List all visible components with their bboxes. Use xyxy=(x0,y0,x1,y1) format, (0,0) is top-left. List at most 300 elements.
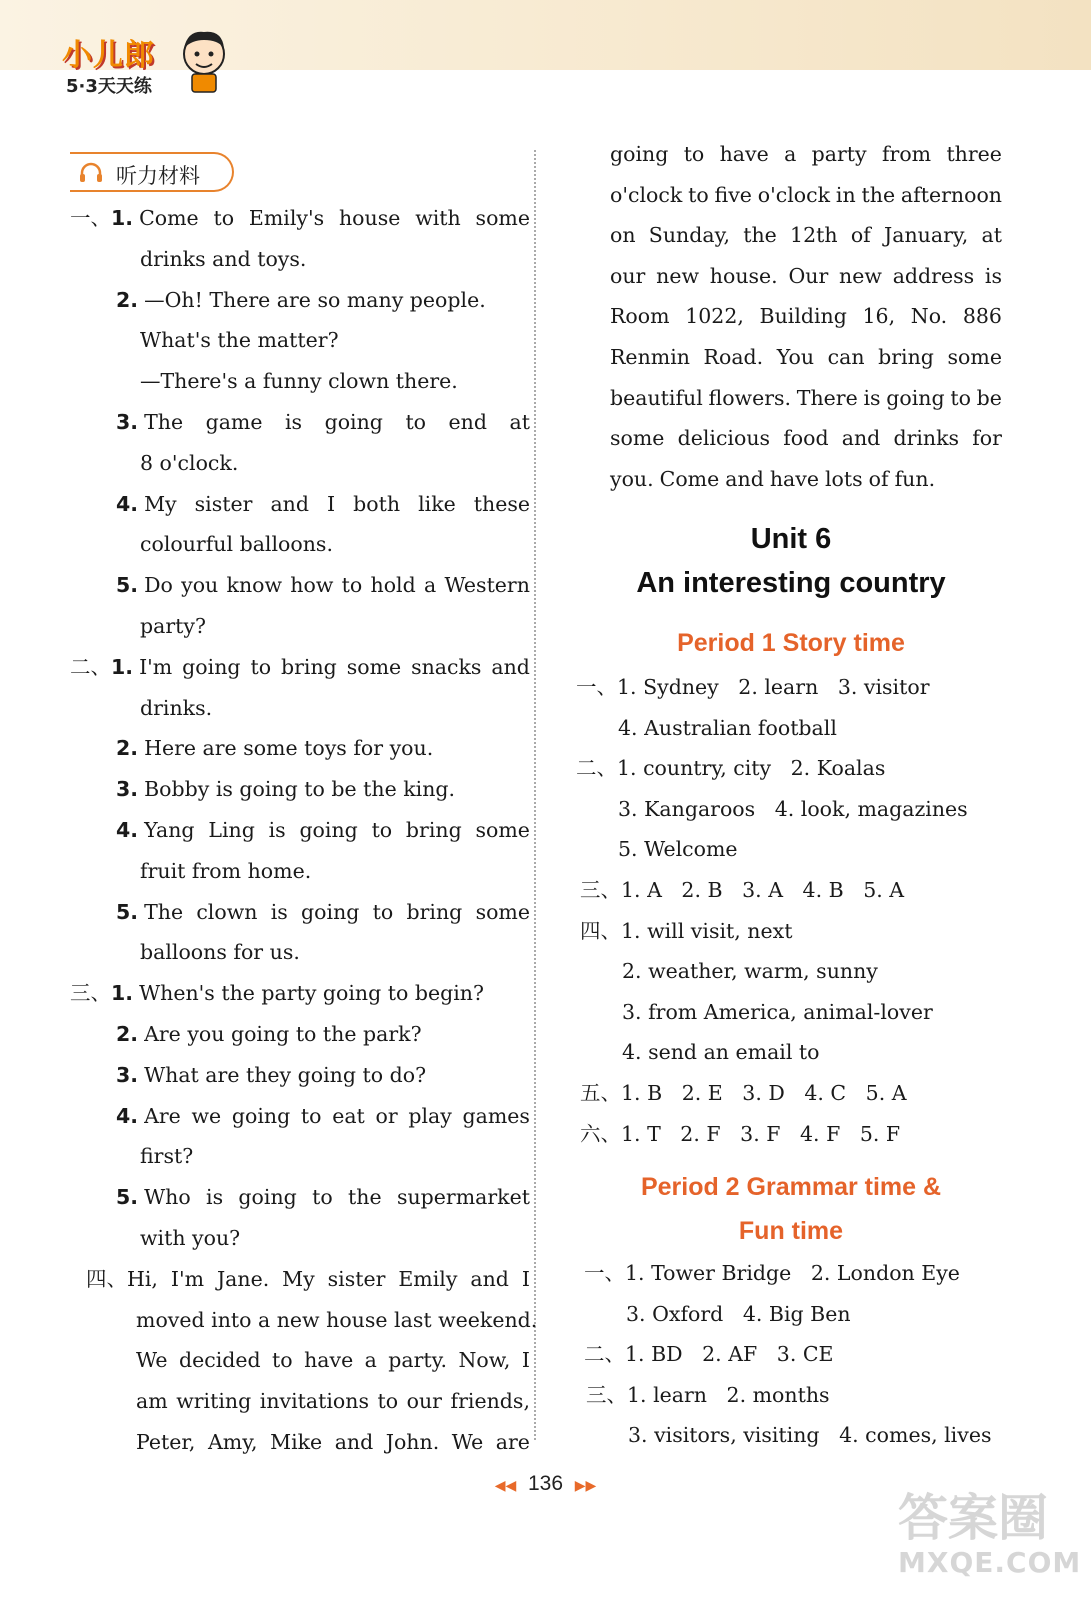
item-number: 1. xyxy=(111,981,134,1006)
word: our xyxy=(406,1389,442,1414)
line-body xyxy=(111,654,530,679)
answer-line: 5. Welcome xyxy=(618,837,738,862)
word: on xyxy=(610,223,636,248)
passage-line xyxy=(610,428,1002,449)
word: sister xyxy=(327,1266,386,1291)
word: party. xyxy=(388,1348,448,1373)
script-line xyxy=(140,330,339,351)
unit-number: Unit 6 xyxy=(750,523,832,555)
line-text: with you? xyxy=(140,1226,241,1250)
word: to xyxy=(250,654,272,679)
line-body xyxy=(116,491,530,516)
word: be xyxy=(976,385,1002,410)
passage-line xyxy=(610,225,1002,246)
word: is xyxy=(984,263,1002,288)
word: from xyxy=(881,142,932,166)
script-line xyxy=(116,899,530,924)
word: of xyxy=(850,223,871,248)
word: We xyxy=(136,1348,168,1373)
line-text xyxy=(144,899,530,924)
script-line xyxy=(140,942,300,963)
period1-title: Period 1 Story time xyxy=(677,629,905,657)
word: end xyxy=(448,410,487,434)
line-text: drinks and toys. xyxy=(140,246,307,271)
word: decided xyxy=(178,1348,261,1373)
word: we xyxy=(191,1103,222,1128)
script-line xyxy=(136,1391,530,1412)
script-line xyxy=(70,208,530,229)
line-body xyxy=(116,736,433,760)
brand-logo xyxy=(62,30,242,100)
item-number: 5. xyxy=(116,899,139,924)
passage-line xyxy=(610,466,946,491)
word: with xyxy=(415,206,461,230)
word: know xyxy=(226,573,283,598)
line-body xyxy=(116,777,455,801)
script-line xyxy=(70,983,484,1004)
script-line xyxy=(86,1266,530,1291)
line-body xyxy=(140,940,300,964)
answer-line: 二、1. country, city 2. Koalas xyxy=(576,756,886,781)
word: the xyxy=(743,223,777,248)
mascot-icon xyxy=(174,26,234,96)
word: eat xyxy=(332,1103,365,1128)
word: friends, xyxy=(450,1389,530,1414)
word: how xyxy=(290,573,334,598)
word: some xyxy=(475,206,530,230)
section-tag-label: 听力材料 xyxy=(116,164,200,188)
word: Jane. xyxy=(216,1266,270,1291)
script-line xyxy=(116,1024,422,1045)
answer-line: 一、1. Sydney 2. learn 3. visitor xyxy=(576,675,930,699)
line-body xyxy=(136,1308,537,1332)
word: John. xyxy=(385,1430,440,1454)
word: going xyxy=(324,410,383,434)
column-divider xyxy=(534,150,536,1440)
item-number: 1. xyxy=(111,206,134,230)
item-number: 1. xyxy=(111,654,134,679)
line-text: balloons for us. xyxy=(140,940,300,965)
passage-line xyxy=(610,182,1002,207)
line-body xyxy=(116,1022,422,1046)
word: to xyxy=(213,206,235,230)
word: snacks xyxy=(411,654,482,679)
word: Emily xyxy=(398,1266,458,1291)
word: going xyxy=(238,1185,297,1210)
line-text: When's the party going to begin? xyxy=(139,981,484,1006)
word: to xyxy=(300,1103,322,1128)
script-line xyxy=(140,858,312,883)
script-line xyxy=(116,779,455,800)
word: Sunday, xyxy=(648,223,730,248)
line-text: moved into a new house last weekend. xyxy=(136,1307,538,1332)
word: January, xyxy=(884,223,969,248)
word: Yang xyxy=(144,818,195,842)
script-line xyxy=(140,695,213,720)
line-body xyxy=(116,412,530,433)
next-arrows-icon: ▶▶ xyxy=(574,1477,597,1493)
line-text xyxy=(144,491,530,516)
line-body xyxy=(116,575,530,596)
word: Western xyxy=(444,573,530,598)
question-section-number: 四、 xyxy=(86,1266,127,1291)
word: hold xyxy=(370,573,416,598)
word: these xyxy=(473,491,530,516)
word: five xyxy=(714,182,752,207)
word: the xyxy=(348,1185,382,1210)
answer-line: 四、1. will visit, next xyxy=(580,918,793,943)
line-body xyxy=(116,899,530,924)
word: going xyxy=(231,1103,291,1128)
word: Come xyxy=(139,206,199,230)
answer-line: 3. Oxford 4. Big Ben xyxy=(626,1301,851,1326)
word: games xyxy=(462,1103,530,1128)
script-line xyxy=(140,246,307,271)
word: going xyxy=(299,818,358,842)
line-text: fruit from home. xyxy=(140,858,312,883)
section-tag xyxy=(70,152,234,192)
word: to xyxy=(312,1185,333,1210)
item-number: 4. xyxy=(116,818,139,842)
unit-title: An interesting country xyxy=(636,567,946,599)
line-body xyxy=(140,1144,193,1168)
word: at xyxy=(509,410,530,434)
item-number: 5. xyxy=(116,1185,139,1210)
item-number: 4. xyxy=(116,1103,139,1128)
item-number: 3. xyxy=(116,410,139,434)
script-line xyxy=(116,1103,530,1128)
word: to xyxy=(683,142,705,166)
word: some xyxy=(475,899,530,924)
word: Emily's xyxy=(248,206,325,230)
script-line xyxy=(116,1187,530,1208)
line-text: colourful balloons. xyxy=(140,532,333,557)
word: our xyxy=(610,263,646,288)
answer-line: 一、1. Tower Bridge 2. London Eye xyxy=(584,1261,960,1285)
word: of xyxy=(868,466,889,491)
word: some xyxy=(475,818,530,842)
word: a xyxy=(424,573,437,598)
passage-line xyxy=(610,385,1002,410)
line-text xyxy=(144,412,530,433)
word: Peter, xyxy=(136,1430,196,1454)
word: My xyxy=(282,1266,315,1291)
line-text: —There's a funny clown there. xyxy=(140,369,458,394)
word: Now, xyxy=(458,1348,511,1373)
word: I xyxy=(521,1348,530,1373)
question-section-number: 一、 xyxy=(70,206,111,230)
word: some xyxy=(346,654,402,679)
word: supermarket xyxy=(396,1185,530,1210)
passage-line xyxy=(610,306,1002,327)
word: I xyxy=(327,491,336,516)
word: you xyxy=(181,573,219,598)
word: are xyxy=(495,1430,530,1454)
item-number: 3. xyxy=(116,777,139,802)
word: o'clock xyxy=(610,182,683,207)
word: afternoon xyxy=(900,182,1002,207)
answer-line: 4. Australian football xyxy=(618,715,837,740)
word: address xyxy=(892,263,975,288)
word: the xyxy=(861,182,896,207)
word: Mike xyxy=(270,1430,323,1454)
word: We xyxy=(451,1430,484,1454)
word: and xyxy=(470,1266,509,1291)
line-body xyxy=(127,1266,530,1291)
word: Building xyxy=(759,304,847,329)
line-body xyxy=(116,288,486,312)
word: The xyxy=(144,899,184,924)
line-body xyxy=(116,1103,530,1128)
word: new xyxy=(839,263,882,288)
word: bring xyxy=(280,654,337,679)
line-text xyxy=(144,1103,530,1128)
word: going xyxy=(182,654,241,679)
word: Amy, xyxy=(207,1430,258,1454)
word: Hi, xyxy=(127,1266,158,1291)
line-body xyxy=(140,451,238,475)
word: to xyxy=(341,573,363,598)
question-section-number: 三、 xyxy=(70,981,111,1006)
item-number: 2. xyxy=(116,1022,139,1046)
line-body xyxy=(140,532,333,556)
line-body xyxy=(136,1350,530,1371)
word: play xyxy=(408,1103,452,1128)
answer-line: 三、1. learn 2. months xyxy=(586,1382,830,1407)
word: bring xyxy=(405,818,462,842)
script-line xyxy=(140,371,458,392)
word: Come xyxy=(659,466,720,491)
word: lots xyxy=(824,466,863,491)
word: house. xyxy=(709,263,778,288)
watermark xyxy=(898,1478,1082,1588)
script-line xyxy=(140,450,239,475)
logo-subtitle: 5·3天天练 xyxy=(66,76,152,97)
period2-title-line2: Fun time xyxy=(738,1217,844,1245)
script-line xyxy=(136,1307,538,1332)
word: is xyxy=(268,818,286,842)
line-text xyxy=(136,1391,530,1412)
line-text xyxy=(136,1432,530,1453)
word: to xyxy=(405,410,427,434)
word: beautiful xyxy=(610,385,703,410)
line-body xyxy=(140,328,339,352)
line-body xyxy=(116,1063,426,1087)
answer-line: 3. Kangaroos 4. look, magazines xyxy=(618,796,968,821)
line-body xyxy=(140,369,458,393)
word: The xyxy=(144,410,184,434)
script-line xyxy=(136,1350,530,1371)
answer-line: 4. send an email to xyxy=(622,1040,820,1065)
word: 886 xyxy=(962,304,1002,329)
answer-line: 三、1. A 2. B 3. A 4. B 5. A xyxy=(580,878,905,902)
script-line xyxy=(136,1432,530,1453)
line-text: Bobby is going to be the king. xyxy=(144,777,456,802)
line-body xyxy=(140,1226,240,1250)
word: for xyxy=(972,426,1002,451)
word: 12th xyxy=(790,223,838,248)
word: I xyxy=(521,1266,530,1291)
word: 1022, xyxy=(685,304,744,329)
script-line xyxy=(116,820,530,841)
line-text xyxy=(144,1187,530,1208)
word: to xyxy=(950,385,971,410)
word: am xyxy=(136,1389,168,1414)
prev-arrows-icon: ◀◀ xyxy=(494,1477,517,1493)
word: and xyxy=(334,1430,374,1454)
word: can xyxy=(827,345,865,369)
line-text: Are you going to the park? xyxy=(144,1022,422,1046)
word: writing xyxy=(176,1389,252,1414)
word: No. xyxy=(910,304,948,329)
word: Road. xyxy=(703,345,764,369)
watermark-line2: MXQE.COM xyxy=(898,1546,1082,1579)
script-line xyxy=(116,1062,427,1087)
logo-title: 小儿郎 xyxy=(62,38,155,73)
script-line xyxy=(116,412,530,433)
answer-line: 3. from America, animal-lover xyxy=(622,999,933,1024)
line-text xyxy=(139,208,530,229)
word: Who xyxy=(144,1185,191,1210)
word: three xyxy=(946,142,1002,166)
word: My xyxy=(144,491,177,516)
word: I'm xyxy=(170,1266,205,1291)
word: and xyxy=(725,466,764,491)
line-text: What's the matter? xyxy=(140,328,339,353)
line-body xyxy=(140,247,306,271)
word: There xyxy=(796,385,858,410)
line-text xyxy=(144,820,530,841)
word: is xyxy=(285,410,303,434)
word: to xyxy=(371,818,393,842)
script-line xyxy=(140,1228,240,1249)
word: o'clock xyxy=(757,182,831,207)
word: to xyxy=(688,182,709,207)
answer-line: 二、1. BD 2. AF 3. CE xyxy=(584,1342,834,1367)
word: and xyxy=(270,491,310,516)
word: or xyxy=(375,1103,398,1128)
word: 16, xyxy=(862,304,896,329)
item-number: 2. xyxy=(116,287,139,312)
word: some xyxy=(610,426,665,451)
word: have xyxy=(719,142,769,166)
word: going xyxy=(301,899,360,924)
line-body xyxy=(140,859,311,883)
word: new xyxy=(656,263,700,288)
line-text: party? xyxy=(140,614,206,638)
word: to xyxy=(372,899,394,924)
period2-title-line1: Period 2 Grammar time & xyxy=(640,1173,942,1201)
line-text xyxy=(136,1350,530,1371)
line-text: What are they going to do? xyxy=(144,1062,427,1087)
answer-line: 3. visitors, visiting 4. comes, lives xyxy=(628,1423,992,1448)
word: have xyxy=(769,466,819,491)
word: at xyxy=(981,223,1002,248)
word: food xyxy=(783,426,829,451)
word: I'm xyxy=(139,654,173,679)
word: fun. xyxy=(894,466,936,491)
passage-line xyxy=(610,263,1002,288)
word: Room xyxy=(610,304,670,329)
word: bring xyxy=(406,899,463,924)
line-body xyxy=(116,820,530,841)
line-body xyxy=(140,696,212,720)
script-line xyxy=(116,738,433,759)
item-number: 5. xyxy=(116,573,139,598)
script-line xyxy=(140,616,206,637)
word: drinks xyxy=(893,426,960,451)
answer-line: 五、1. B 2. E 3. D 4. C 5. A xyxy=(580,1081,907,1105)
word: like xyxy=(418,491,456,516)
word: to xyxy=(272,1348,293,1373)
line-text xyxy=(139,654,530,679)
item-number: 2. xyxy=(116,736,139,761)
word: Renmin xyxy=(610,345,690,369)
headphones-icon xyxy=(78,162,104,184)
line-text xyxy=(127,1266,530,1291)
line-body xyxy=(111,981,484,1005)
watermark-line1: 答案圈 xyxy=(898,1489,1048,1547)
line-text xyxy=(144,575,530,596)
item-number: 4. xyxy=(116,491,139,516)
question-section-number: 二、 xyxy=(70,654,111,679)
line-body xyxy=(136,1391,530,1412)
word: have xyxy=(304,1348,354,1373)
word: is xyxy=(863,385,881,410)
word: party xyxy=(811,142,867,166)
item-number: 3. xyxy=(116,1062,139,1087)
word: you. xyxy=(610,466,654,491)
script-line xyxy=(140,1146,193,1167)
word: Do xyxy=(144,573,173,598)
word: a xyxy=(784,142,797,166)
answer-line: 六、1. T 2. F 3. F 4. F 5. F xyxy=(580,1121,901,1146)
line-text: —Oh! There are so many people. xyxy=(144,287,486,312)
line-text: drinks. xyxy=(140,695,213,720)
line-body xyxy=(116,1187,530,1208)
script-line xyxy=(116,575,530,596)
word: in xyxy=(835,182,856,207)
word: Ling xyxy=(208,818,255,842)
word: invitations xyxy=(259,1389,369,1414)
line-body xyxy=(136,1432,530,1453)
answer-line: 2. weather, warm, sunny xyxy=(622,959,878,984)
word: to xyxy=(377,1389,399,1414)
word: delicious xyxy=(677,426,771,451)
word: is xyxy=(270,899,288,924)
line-text: Here are some toys for you. xyxy=(144,736,434,761)
passage-line xyxy=(610,144,1002,165)
word: some xyxy=(947,345,1002,369)
word: sister xyxy=(194,491,253,516)
word: clown xyxy=(196,899,258,924)
word: both xyxy=(353,491,401,516)
script-line xyxy=(140,534,333,555)
word: Are xyxy=(144,1103,181,1128)
word: a xyxy=(364,1348,377,1373)
word: and xyxy=(491,654,530,679)
word: You xyxy=(776,345,815,369)
line-body xyxy=(140,614,206,638)
word: going xyxy=(886,385,945,410)
word: flowers. xyxy=(708,385,792,410)
line-text: 8 o'clock. xyxy=(140,450,239,475)
line-body xyxy=(111,208,530,229)
script-line xyxy=(116,287,486,312)
page-number: 136 xyxy=(527,1472,564,1495)
word: bring xyxy=(878,345,934,369)
word: house xyxy=(338,206,401,230)
